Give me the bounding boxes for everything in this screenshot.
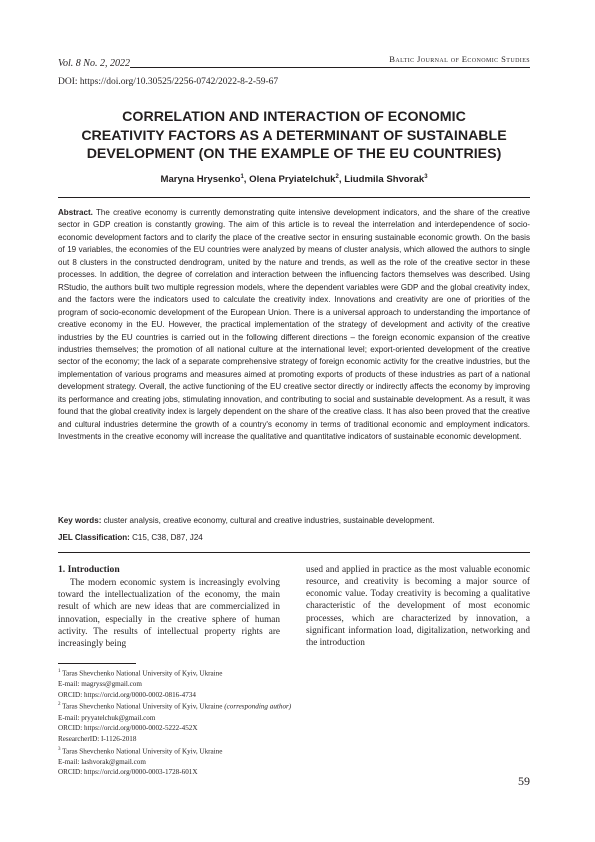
section-heading: 1. Introduction [58,564,120,575]
author-mark: 1 [240,174,244,180]
abstract [58,207,530,444]
corresponding-note: (corresponding author) [224,702,292,711]
title-line: CORRELATION AND INTERACTION OF ECONOMIC [122,109,466,125]
jel-codes: C15, C38, D87, J24 [132,533,203,542]
volume-issue: Vol. 8 No. 2, 2022 [58,58,130,69]
abstract-top-rule [58,197,530,198]
footnote-researcher-id: ResearcherID: I-1126-2018 [58,734,137,743]
footnote-email[interactable]: E-mail: magryss@gmail.com [58,680,142,689]
body-column-left [58,564,280,650]
author-name: Olena Pryiatelchuk [249,174,336,186]
keywords [58,516,530,525]
page-number: 59 [518,774,530,788]
jel-classification [58,533,530,542]
author-name: Liudmila Shvorak [344,174,425,186]
footnote-orcid[interactable]: ORCID: https://orcid.org/0000-0002-0816-4734 [58,690,196,699]
author-name: Maryna Hrysenko [160,174,241,186]
title-line: CREATIVITY FACTORS AS A DETERMINANT OF SUSTAINABLE [81,127,507,144]
body-column-right [306,564,530,649]
body-paragraph: used and applied in practice as the most valuable economic resource, and creativity is becoming a major source of economic value. Today creativity is becoming a qualitative characteristic of the development of most economic processes, which are characterized by innovation, a significant information load, digitalization, networking and the introduction [306,565,530,648]
footnote-affiliation: $^1$ Taras Shevchenko National University of Kyiv, Ukraine [58,669,223,678]
footnote-email[interactable]: E-mail: lashvorak@gmail.com [58,757,146,766]
footnote-affiliation: $^3$ Taras Shevchenko National University of Kyiv, Ukraine [58,746,223,756]
keywords-label: Key words: [58,516,102,525]
body-paragraph: The modern economic system is increasingly evolving toward the intellectualization of the economy, the main result of which are new ideas that are commercialized in innovation, especially in the creative sphere of human activity. The results of intellectual property rights are increasingly being [58,578,280,649]
abstract-label: Abstract. [58,208,93,217]
keywords-text: cluster analysis, creative economy, cultural and creative industries, sustainable development. [103,516,435,525]
footnote-email[interactable]: E-mail: pryyatelchuk@gmail.com [58,713,156,722]
header-rule [130,67,530,68]
title-line: DEVELOPMENT (ON THE EXAMPLE OF THE EU COUNTRIES) [86,146,502,162]
article-title [58,108,530,164]
author-list: Maryna Hrysenko$^1$, Olena Pryiatelchuk$^2$, Liudmila Shvorak$^3$ [160,174,428,186]
footnote-affiliation: $^2$ Taras Shevchenko National University of Kyiv, Ukraine (corresponding author) [58,702,292,711]
author-mark: 2 [335,174,339,180]
footnote-orcid[interactable]: ORCID: https://orcid.org/0000-0003-1728-601X [58,768,198,777]
jel-label: JEL Classification: [58,533,130,542]
abstract-bottom-rule [58,552,530,553]
footnotes [58,667,358,778]
journal-name: Baltic Journal of Economic Studies [389,54,530,64]
footnote-rule [58,663,136,664]
abstract-text: The creative economy is currently demonstrating quite intensive development indicators, and the share of the creative sector in GDP creation is constantly growing. The aim of this article is to reveal the interrelation and interdependence of socio-economic development factors and to clarify the place of the creative sector in ensuring sustainable economic growth. On the basis of 19 variables, the economies of the EU countries were analyzed by means of cluster analysis, which allowed the authors to single out 8 clusters in the constructed dendrogram, united by the nature and trends, as well as the role of the creative sector in these processes. In addition, the degree of correlation and interaction between the influencing factors themselves was described. Using RStudio, the authors built two multiple regression models, where the dependent variables were GDP and the global creativity index, and the factors were the indicators used to calculate the creativity index. Innovations and creativity are one of priorities of the program of socio-economic development of the European Union. There is a universal approach to understanding the importance of creative economy in the EU. However, the practical implementation of the strategy of development and activity of the creative industries by the EU countries is carried out in the following different directions – the foreign economic expansion of the creative industries themselves; the promotion of all national culture at the international level; export-oriented development of the creative sector of the economy; the lack of a separate comprehensive strategy of foreign economic activity for the creative industries, but the implementation of various programs and measures aimed at promoting exports of products of these industries as part of a national development strategy. Overall, the active functioning of the EU creative sector directly or indirectly affects the economy by improving its performance and creating jobs, stimulating innovation, and contributing to social and sustainable development. As a result, it was found that the global creativity index is largely dependent on the share of the creative class. It has also been proved that the creative and cultural industries determine the growth of a country's economy in terms of traditional economic and employment indicators. Investments in the creative economy will increase the qualitative and quantitative indicators of sustainable economic development. [58,208,531,442]
running-header [58,56,530,72]
author-mark: 3 [424,174,428,180]
doi-link[interactable]: DOI: https://doi.org/10.30525/2256-0742/2022-8-2-59-67 [58,77,279,87]
footnote-orcid[interactable]: ORCID: https://orcid.org/0000-0002-5222-452X [58,724,198,733]
